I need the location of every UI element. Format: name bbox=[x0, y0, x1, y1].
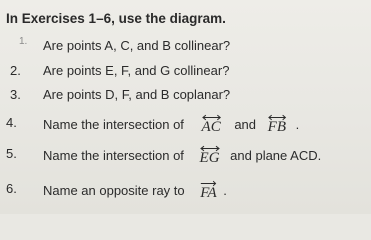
exercise-5-text bbox=[43, 146, 321, 166]
exercise-5 bbox=[6, 146, 366, 168]
exercise-6 bbox=[6, 181, 366, 203]
exercise-3-number: 3. bbox=[10, 87, 21, 102]
ray-fa-label: FA bbox=[200, 185, 217, 201]
line-eg bbox=[200, 146, 220, 166]
exercise-5-text-before: Name the intersection of bbox=[43, 148, 184, 163]
line-fb bbox=[268, 115, 286, 135]
exercise-3-text: Are points D, F, and B coplanar? bbox=[43, 87, 231, 102]
line-ac-label: AC bbox=[201, 119, 221, 135]
line-ac bbox=[202, 115, 221, 135]
exercise-6-number: 6. bbox=[6, 181, 17, 196]
line-fb-label: FB bbox=[267, 119, 286, 135]
double-arrow-icon bbox=[200, 145, 220, 152]
exercise-5-number: 5. bbox=[6, 146, 17, 161]
exercise-3 bbox=[6, 87, 366, 105]
exercise-5-text-after: and plane ACD. bbox=[230, 148, 322, 163]
right-arrow-icon bbox=[200, 180, 216, 187]
ray-fa bbox=[200, 181, 216, 201]
exercise-4-text-before: Name the intersection of bbox=[43, 117, 184, 132]
exercise-4-text bbox=[43, 115, 299, 135]
exercise-6-text-after: . bbox=[223, 183, 227, 198]
exercise-1 bbox=[6, 38, 366, 56]
exercise-6-text bbox=[43, 181, 227, 201]
double-arrow-icon bbox=[268, 114, 286, 121]
exercise-4-connector: and bbox=[234, 117, 257, 132]
exercise-4-text-after: . bbox=[295, 117, 300, 132]
exercise-6-text-before: Name an opposite ray to bbox=[43, 183, 185, 198]
double-arrow-icon bbox=[202, 114, 221, 121]
exercise-2 bbox=[6, 63, 366, 81]
exercise-4-number: 4. bbox=[6, 115, 17, 130]
exercise-4 bbox=[6, 115, 366, 137]
exercise-1-number: 1. bbox=[19, 36, 28, 47]
exercise-2-text: Are points E, F, and G collinear? bbox=[43, 63, 230, 78]
instructions-heading: In Exercises 1–6, use the diagram. bbox=[6, 11, 226, 26]
line-eg-label: EG bbox=[199, 150, 220, 166]
exercise-2-number: 2. bbox=[10, 63, 21, 78]
exercise-1-text: Are points A, C, and B collinear? bbox=[43, 38, 231, 53]
